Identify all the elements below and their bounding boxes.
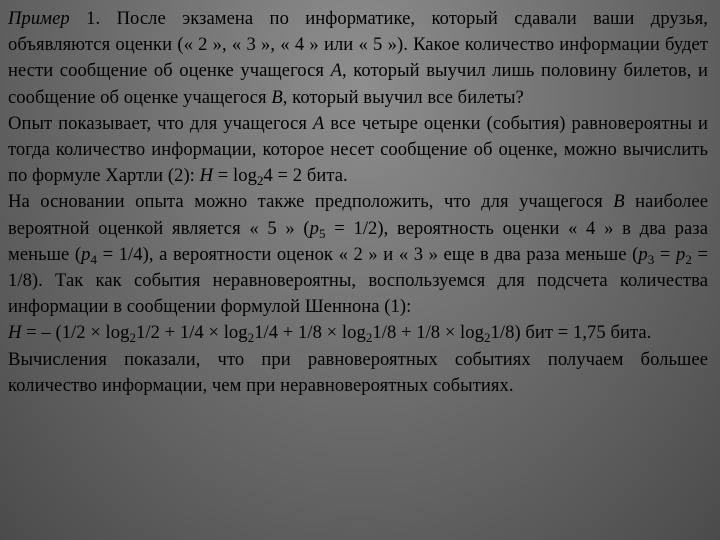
prob-text-d: = 1/4), а вероятности оценок « 2 » и « 3 » еще в два раза меньше ( [97, 243, 639, 265]
log-base: 2 [483, 330, 491, 346]
shannon-formula [8, 320, 708, 346]
formula-result: 4 = 2 бита. [263, 165, 348, 187]
p5-sub: 5 [319, 225, 326, 241]
shannon-b: 1/2 + 1/4 × log [136, 322, 248, 344]
hartley-text-a: Опыт показывает, что для учащегося [8, 112, 313, 134]
log-base: 2 [129, 330, 137, 346]
shannon-a: = – (1/2 × log [21, 322, 130, 344]
hartley-text-b: все четыре оценки (события) равновероятны и тогда количество информации, которое несет сообщение об оценке, можно вычислить по формуле Хартли (2): [8, 112, 709, 187]
p4-var: p [81, 243, 91, 265]
conclusion-paragraph: Вычисления показали, что при равновероятных событиях получаем большее количество информации, чем при неравновероятных событиях. [8, 348, 708, 396]
shannon-c: 1/4 + 1/8 × log [254, 322, 366, 344]
example-text: . После экзамена по информатике, который сдавали ваши друзья, объявляются оценки (« 2 », « 3 », « 4 » или « 5 »). Какое количество информации будет нести сообщение об оценке учащегося [8, 8, 708, 82]
example-label: Пример [8, 8, 70, 29]
prob-text-e: = [654, 243, 676, 265]
example-text-end: , который выучил все билеты? [282, 86, 524, 108]
student-a-var: А [330, 60, 342, 82]
p3-var: p [638, 243, 648, 265]
prob-text-f: = 1/8). Так как события неравновероятны, воспользуемся для подсчета количества информации в сообщении формулой Шеннона (1): [8, 243, 708, 318]
p2-sub: 2 [685, 251, 692, 267]
p5-var: p [309, 217, 320, 239]
formula-h: Н [8, 322, 22, 344]
p2-var: p [675, 243, 686, 265]
example-number: 1 [86, 8, 96, 29]
log-base: 2 [256, 173, 264, 189]
p3-sub: 3 [647, 251, 655, 267]
prob-text-a: На основании опыта можно также предположить, что для учащегося [8, 191, 614, 213]
student-a-var: А [312, 112, 325, 134]
prob-text-b: наиболее вероятной оценкой является « 5 » ( [8, 191, 708, 239]
log-base: 2 [365, 330, 373, 346]
hartley-paragraph [8, 111, 708, 190]
slide-content [8, 6, 708, 399]
log-base: 2 [247, 330, 255, 346]
formula-h: Н [199, 165, 214, 187]
student-b-var: В [613, 191, 625, 213]
probability-paragraph [8, 189, 708, 320]
p4-sub: 4 [90, 251, 98, 267]
prob-text-c: = 1/2), вероятность оценки « 4 » в два раза меньше ( [8, 217, 708, 265]
example-text-mid: , который выучил лишь половину билетов, и сообщение об оценке учащегося [8, 60, 708, 108]
shannon-d: 1/8 + 1/8 × log [372, 322, 484, 344]
example-paragraph [8, 6, 708, 111]
student-b-var: В [271, 86, 283, 108]
formula-log: = log [213, 165, 257, 187]
shannon-result: 1/8) бит = 1,75 бита. [490, 322, 652, 344]
